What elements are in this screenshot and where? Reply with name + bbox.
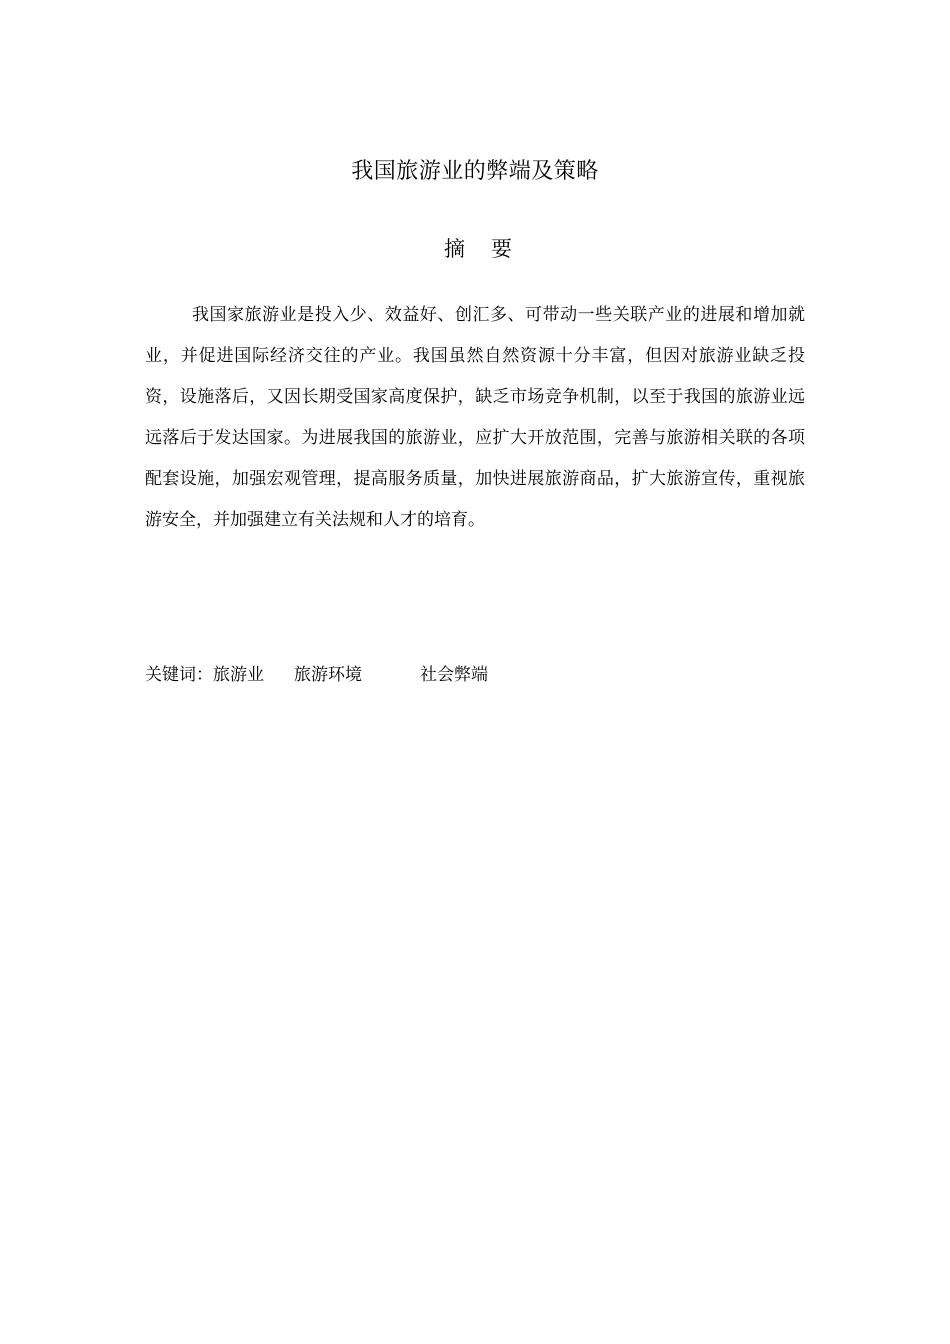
document-title: 我国旅游业的弊端及策略 [351,159,599,184]
keyword-3: 社会弊端 [420,665,488,685]
abstract-heading: 摘要 [444,237,538,261]
keyword-2: 旅游环境 [294,665,362,685]
keywords-label: 关键词： [145,665,213,685]
keyword-1: 旅游业 [213,665,264,685]
keywords-line [145,660,488,690]
abstract-body: 我国家旅游业是投入少、效益好、创汇多、可带动一些关联产业的进展和增加就业，并促进国际经济交往的产业。我国虽然自然资源十分丰富，但因对旅游业缺乏投资，设施落后，又因长期受国家高度保护，缺乏市场竞争机制，以至于我国的旅游业远远落后于发达国家。为进展我国的旅游业，应扩大开放范围，完善与旅游相关联的各项配套设施，加强宏观管理，提高服务质量，加快进展旅游商品，扩大旅游宣传，重视旅游安全，并加强建立有关法规和人才的培育。 [145,305,805,530]
